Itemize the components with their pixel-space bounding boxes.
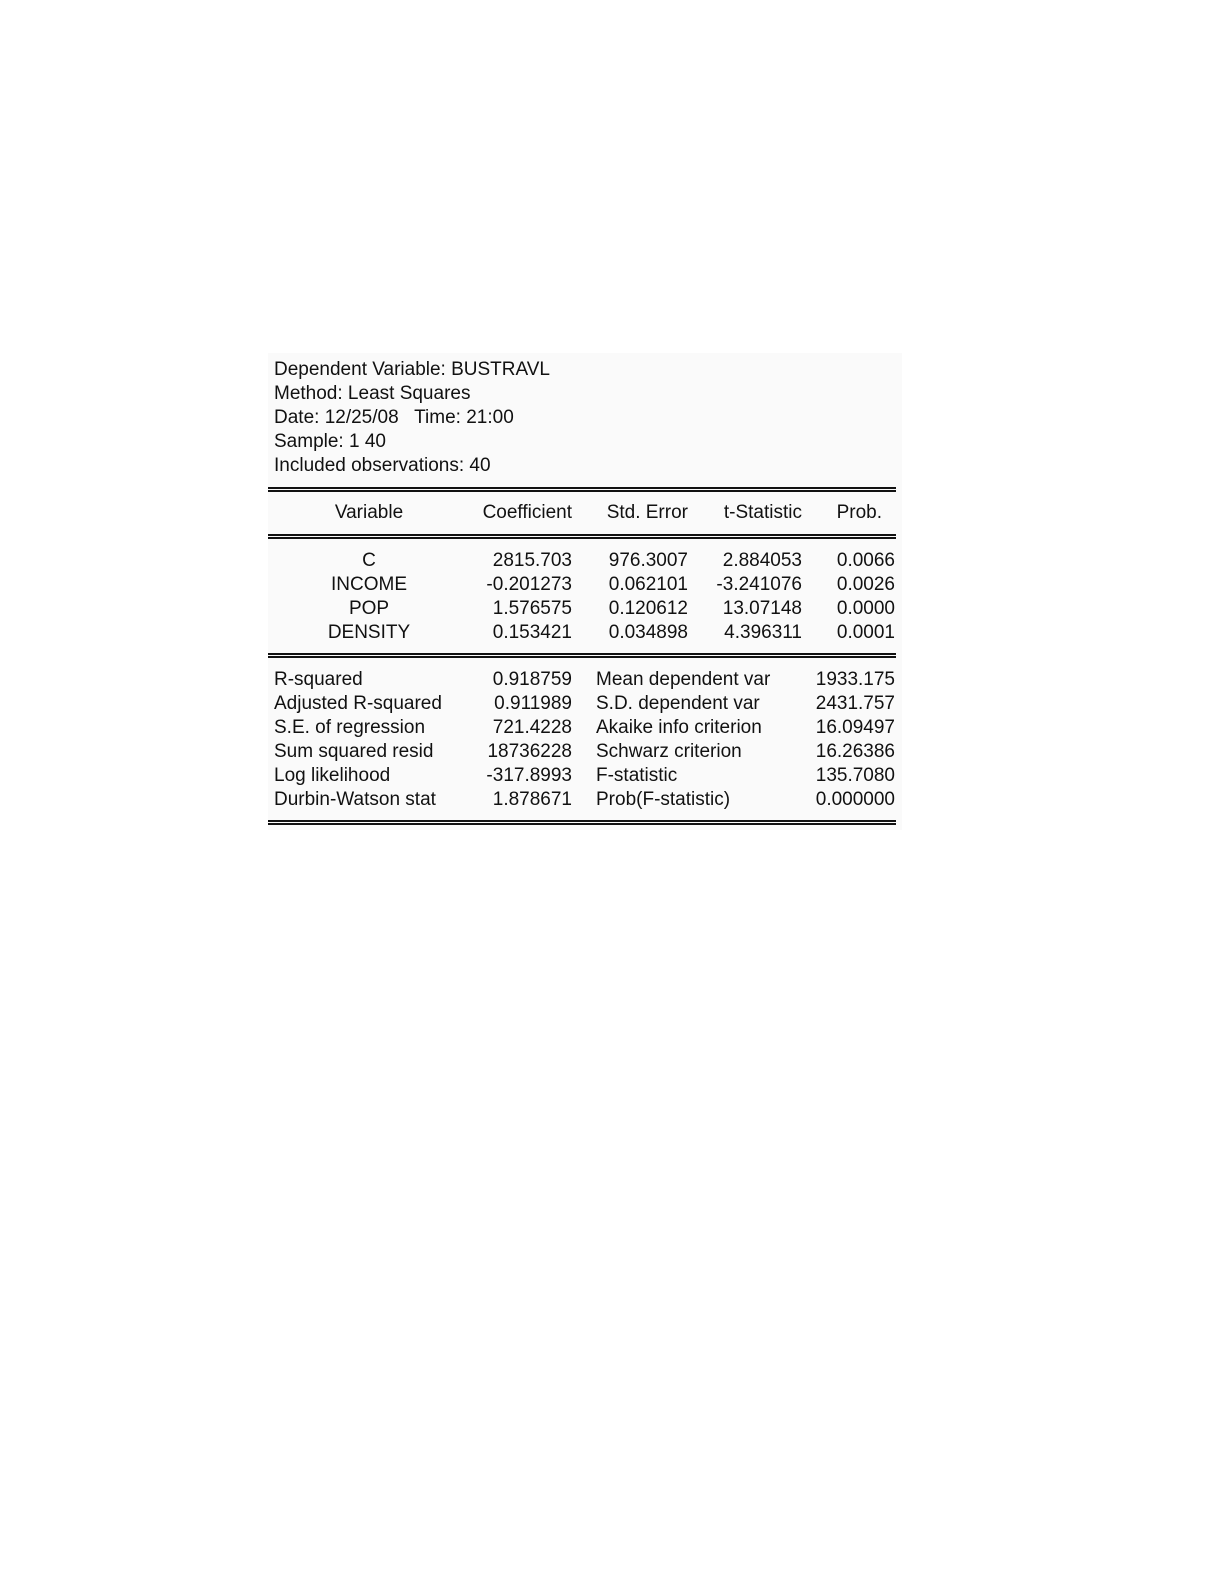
stat-label: Mean dependent var <box>596 669 771 690</box>
coefficient-value: 1.576575 <box>492 598 572 619</box>
stat-label: Prob(F-statistic) <box>596 789 731 810</box>
regression-output <box>268 353 902 830</box>
stats-row <box>268 764 896 788</box>
stat-label: Akaike info criterion <box>596 717 762 738</box>
table-row <box>268 549 896 573</box>
stat-label: R-squared <box>274 669 363 690</box>
divider-bottom <box>268 820 896 825</box>
coefficient-value: 0.153421 <box>492 622 572 643</box>
stats-row <box>268 740 896 764</box>
t-statistic-value: 4.396311 <box>724 622 802 643</box>
variable-name: C <box>362 550 376 571</box>
stat-label: S.D. dependent var <box>596 693 760 714</box>
stat-label: Log likelihood <box>274 765 391 786</box>
table-row <box>268 597 896 621</box>
dependent-variable-line: Dependent Variable: BUSTRAVL <box>274 359 551 380</box>
sample-line: Sample: 1 40 <box>274 431 386 452</box>
std-error-value: 976.3007 <box>608 550 688 571</box>
variable-name: POP <box>348 598 390 619</box>
stat-value: 721.4228 <box>492 717 572 738</box>
prob-value: 0.0000 <box>836 598 895 619</box>
stats-row <box>268 788 896 812</box>
stat-value: 135.7080 <box>815 765 895 786</box>
column-header-variable: Variable <box>334 502 404 523</box>
std-error-value: 0.034898 <box>608 622 688 643</box>
prob-value: 0.0001 <box>836 622 895 643</box>
column-header-prob: Prob. <box>836 502 882 523</box>
t-statistic-value: -3.241076 <box>716 574 802 595</box>
stat-label: F-statistic <box>596 765 678 786</box>
stat-label: Schwarz criterion <box>596 741 742 762</box>
stat-value: -317.8993 <box>486 765 572 786</box>
stat-value: 0.918759 <box>492 669 572 690</box>
divider-top <box>268 487 896 492</box>
std-error-value: 0.120612 <box>608 598 688 619</box>
date-time-line: Date: 12/25/08 Time: 21:00 <box>274 407 514 428</box>
estimation-header <box>274 358 550 478</box>
method-line: Method: Least Squares <box>274 383 471 404</box>
coef-table-header <box>268 501 896 525</box>
column-header-t-statistic: t-Statistic <box>723 502 802 523</box>
table-row <box>268 621 896 645</box>
stat-value: 2431.757 <box>815 693 895 714</box>
stat-value: 16.09497 <box>815 717 895 738</box>
stats-row <box>268 668 896 692</box>
stat-label: Adjusted R-squared <box>274 693 442 714</box>
table-row <box>268 573 896 597</box>
stat-label: Sum squared resid <box>274 741 434 762</box>
t-statistic-value: 2.884053 <box>722 550 802 571</box>
stat-value: 1933.175 <box>815 669 895 690</box>
column-header-std-error: Std. Error <box>606 502 688 523</box>
t-statistic-value: 13.07148 <box>722 598 802 619</box>
divider-coefficients <box>268 653 896 658</box>
observations-line: Included observations: 40 <box>274 455 491 476</box>
stat-value: 0.911989 <box>494 693 572 714</box>
stat-label: S.E. of regression <box>274 717 426 738</box>
stat-label: Durbin-Watson stat <box>274 789 436 810</box>
coefficient-value: 2815.703 <box>492 550 572 571</box>
variable-name: DENSITY <box>327 622 411 643</box>
stat-value: 1.878671 <box>492 789 572 810</box>
stat-value: 18736228 <box>487 741 572 762</box>
stats-row <box>268 716 896 740</box>
variable-name: INCOME <box>331 574 407 595</box>
std-error-value: 0.062101 <box>608 574 688 595</box>
coefficient-value: -0.201273 <box>486 574 572 595</box>
stat-value: 16.26386 <box>815 741 895 762</box>
stats-row <box>268 692 896 716</box>
prob-value: 0.0026 <box>836 574 895 595</box>
prob-value: 0.0066 <box>836 550 895 571</box>
column-header-coefficient: Coefficient <box>482 502 572 523</box>
stat-value: 0.000000 <box>815 789 895 810</box>
divider-header <box>268 534 896 539</box>
